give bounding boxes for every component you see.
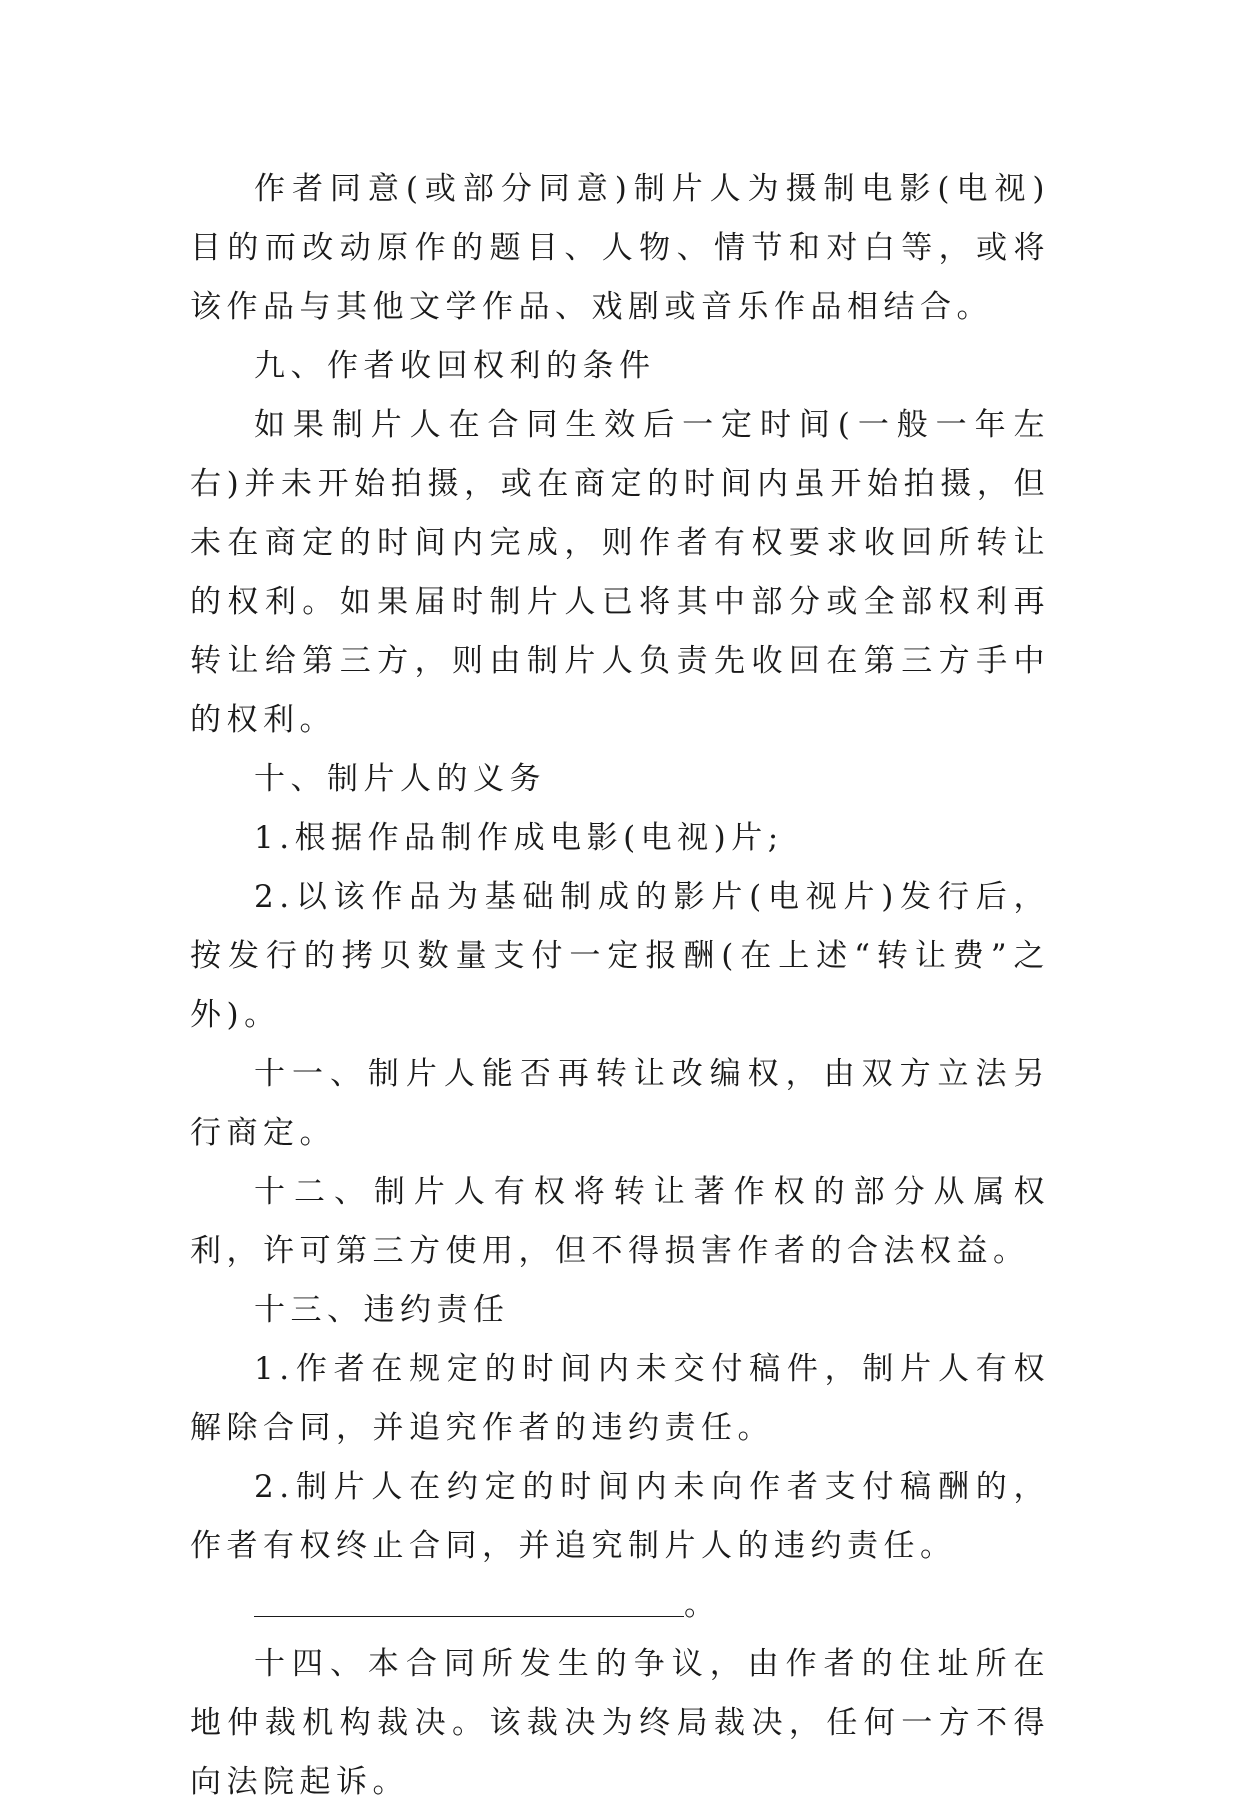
fill-in-blank-line bbox=[190, 1576, 1050, 1635]
list-item-producer-duty-1: 1.根据作品制作成电影(电视)片; bbox=[254, 820, 784, 856]
blank-underline bbox=[254, 1576, 684, 1617]
section-heading-13: 十三、违约责任 bbox=[254, 1292, 510, 1328]
paragraph-adaptation-consent: 作者同意(或部分同意)制片人为摄制电影(电视)目的而改动原作的题目、人物、情节和对白等，或将该作品与其他文学作品、戏剧或音乐作品相结合。 bbox=[190, 171, 1050, 325]
list-item-breach-1: 1.作者在规定的时间内未交付稿件，制片人有权解除合同，并追究作者的违约责任。 bbox=[190, 1351, 1050, 1446]
list-item-breach-2: 2.制片人在约定的时间内未向作者支付稿酬的，作者有权终止合同，并追究制片人的违约责任。 bbox=[190, 1469, 1050, 1564]
section-11-paragraph: 十一、制片人能否再转让改编权，由双方立法另行商定。 bbox=[190, 1056, 1050, 1151]
blank-line-period: 。 bbox=[684, 1587, 721, 1623]
section-12-paragraph: 十二、制片人有权将转让著作权的部分从属权利，许可第三方使用，但不得损害作者的合法权益。 bbox=[190, 1174, 1050, 1269]
section-heading-10: 十、制片人的义务 bbox=[254, 761, 546, 797]
document-body bbox=[190, 160, 1050, 1812]
section-heading-9: 九、作者收回权利的条件 bbox=[254, 348, 656, 384]
list-item-producer-duty-2: 2.以该作品为基础制成的影片(电视片)发行后，按发行的拷贝数量支付一定报酬(在上述“转让费”之外)。 bbox=[190, 879, 1050, 1033]
section-14-paragraph: 十四、本合同所发生的争议，由作者的住址所在地仲裁机构裁决。该裁决为终局裁决，任何一方不得向法院起诉。 bbox=[190, 1646, 1050, 1800]
paragraph-rights-recovery: 如果制片人在合同生效后一定时间(一般一年左右)并未开始拍摄，或在商定的时间内虽开始拍摄，但未在商定的时间内完成，则作者有权要求收回所转让的权利。如果届时制片人已将其中部分或全部权利再转让给第三方，则由制片人负责先收回在第三方手中的权利。 bbox=[190, 407, 1050, 738]
